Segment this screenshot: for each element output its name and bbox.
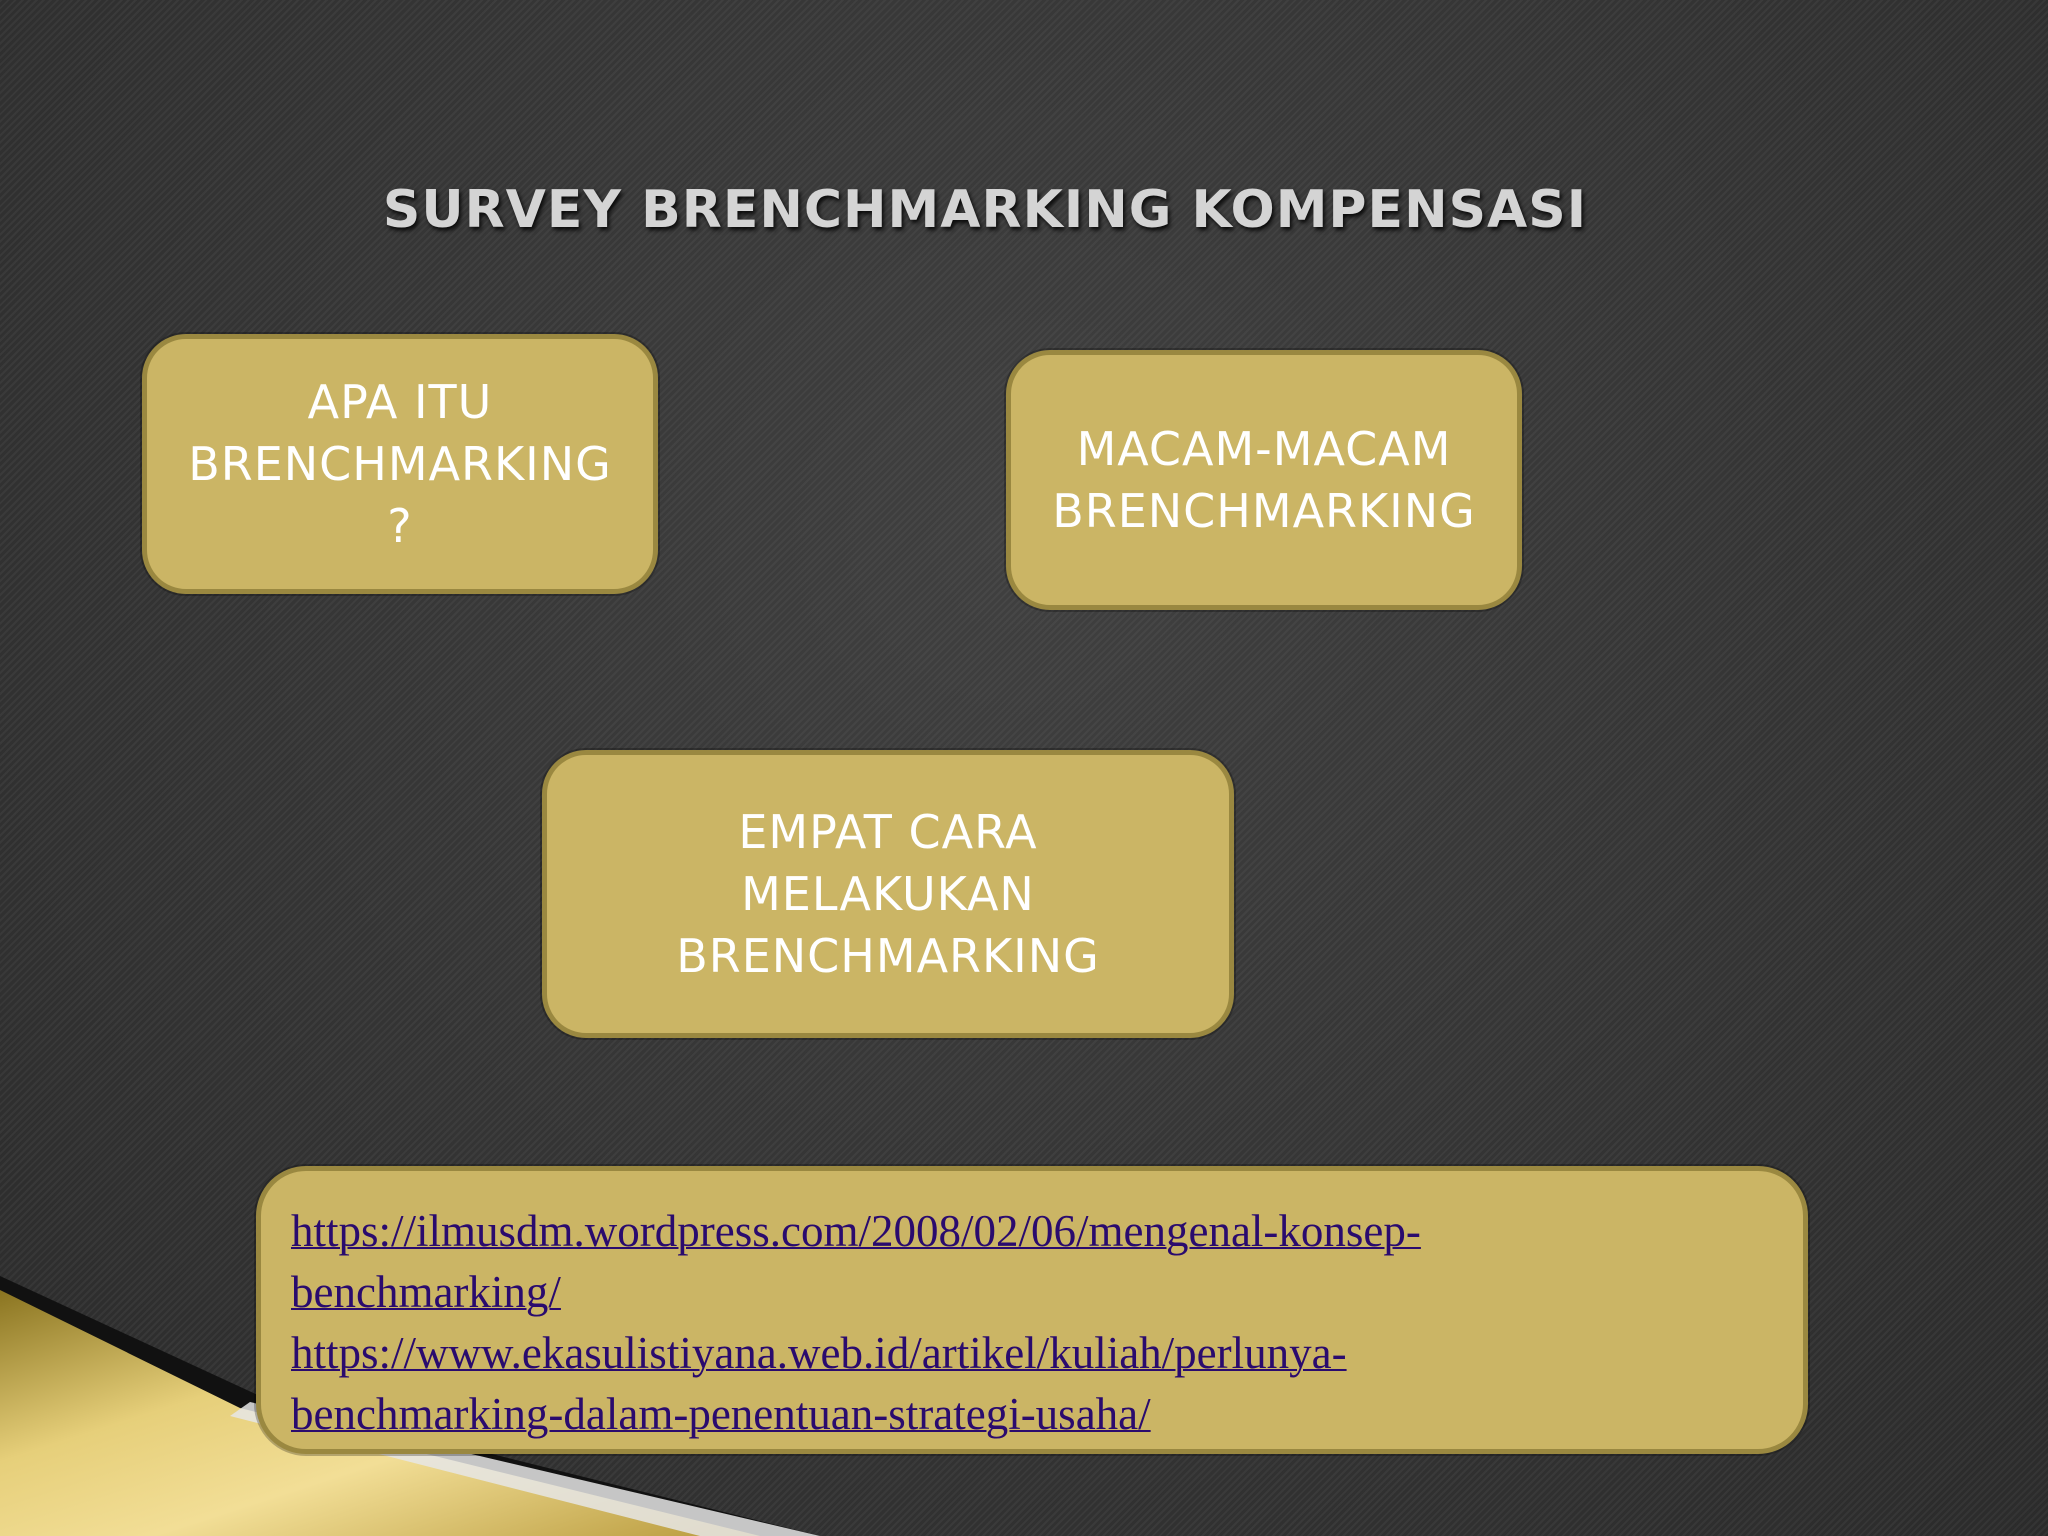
apa-itu-line-2: BRENCHMARKING: [188, 437, 612, 491]
empat-cara-line-2: MELAKUKAN: [741, 867, 1035, 921]
reference-link-1-line-2[interactable]: benchmarking/: [291, 1267, 561, 1317]
apa-itu-line-1: APA ITU: [307, 375, 493, 429]
macam-macam-box-label: [1052, 418, 1476, 542]
reference-link-2-line-1[interactable]: https://www.ekasulistiyana.web.id/artikel/kuliah/perlunya-: [291, 1328, 1347, 1378]
empat-cara-box-label: [676, 801, 1100, 987]
empat-cara-line-3: BRENCHMARKING: [676, 929, 1100, 983]
macam-macam-line-2: BRENCHMARKING: [1052, 484, 1476, 538]
reference-link-2-line-2[interactable]: benchmarking-dalam-penentuan-strategi-usaha/: [291, 1389, 1151, 1439]
macam-macam-line-1: MACAM-MACAM: [1076, 422, 1452, 476]
slide-title: SURVEY BRENCHMARKING KOMPENSASI: [382, 180, 1588, 240]
references-box: [256, 1166, 1808, 1454]
macam-macam-brenchmarking-box[interactable]: [1006, 350, 1522, 610]
apa-itu-box-label: [188, 371, 612, 557]
reference-link-1-line-1[interactable]: https://ilmusdm.wordpress.com/2008/02/06/mengenal-konsep-: [291, 1206, 1421, 1256]
apa-itu-line-3: ?: [387, 499, 413, 553]
apa-itu-brenchmarking-box[interactable]: [142, 334, 658, 594]
empat-cara-brenchmarking-box[interactable]: [542, 750, 1234, 1038]
empat-cara-line-1: EMPAT CARA: [738, 805, 1038, 859]
